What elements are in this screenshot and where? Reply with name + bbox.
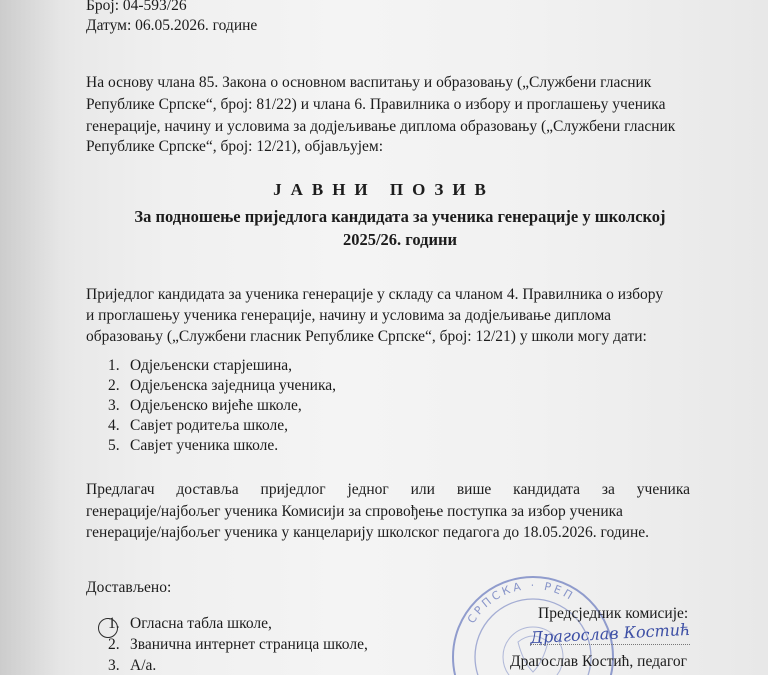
list-item [108,614,272,634]
intro-line: Републике Српске“, број: 81/22) и члана 6. Правилника о избору и проглашењу ученика [86,96,666,113]
list-item [108,376,336,396]
page-shadow [0,0,60,675]
subtitle-line: За подношење приједлога кандидата за ученика генерације у школској [134,207,666,226]
signature-role: Предсједник комисије: [538,605,689,622]
list-number: 3. [108,397,120,414]
handwritten-circle-mark [98,618,118,638]
list-item [108,416,288,436]
delivered-label: Достављено: [86,579,172,596]
submission-line: Предлагач доставља приједлог једног или више кандидата за ученика [86,481,690,498]
proposal-line: Приједлог кандидата за ученика генерације у складу са чланом 4. Правилника о избору [86,286,664,303]
list-number: 4. [108,417,120,434]
proposal-line: образовању („Службени гласник Републике Српске“, број: 12/21) у школи могу дати: [86,328,647,345]
list-number: 5. [108,437,120,454]
submission-line: генерације/најбољег ученика Комисији за спровођење поступка за избор ученика [86,503,623,520]
list-text: Савјет родитеља школе, [130,417,288,434]
signature-line [530,644,690,646]
document-number: Број: 04-593/26 [86,0,187,14]
stamp-text: СРПСКА · РЕП [464,578,578,626]
list-number: 2. [108,377,120,394]
list-number: 3. [108,657,120,674]
list-item [108,635,368,655]
list-number: 1. [108,357,120,374]
list-text: Огласна табла школе, [130,615,272,632]
submission-line: генерације/најбољег ученика у канцеларију школског педагога до 18.05.2026. године. [86,524,649,541]
document-subtitle [60,205,740,251]
list-text: А/а. [130,657,157,674]
proposal-line: и проглашењу ученика генерације, начину и условима за додјељивање диплома [86,307,612,324]
list-text: Одјељенско вијеће школе, [130,397,302,414]
intro-line: генерације, начину и условима за додјељивање диплома образовању („Службени гласник [86,118,676,135]
handwritten-signature: Драгослав Костић [529,619,691,648]
list-item [108,656,156,675]
list-number: 2. [108,636,120,653]
list-item [108,436,278,456]
intro-line: На основу члана 85. Закона о основном васпитању и образовању („Службени гласник [86,74,652,91]
document-title: ЈАВНИ ПОЗИВ [273,180,495,199]
list-number: 1. [108,615,120,632]
document-date: Датум: 06.05.2026. године [86,17,258,34]
list-text: Савјет ученика школе. [130,437,279,454]
list-text: Одјељенски старјешина, [130,357,293,374]
list-item [108,356,292,376]
list-text: Званична интернет страница школе, [130,636,368,653]
intro-line: Републике Српске“, број: 12/21), објављујем: [86,138,384,155]
list-item [108,396,302,416]
signatory-name: Драгослав Костић, педагог [510,653,687,670]
list-text: Одјељенска заједница ученика, [130,377,337,394]
subtitle-line: 2025/26. години [342,230,458,249]
